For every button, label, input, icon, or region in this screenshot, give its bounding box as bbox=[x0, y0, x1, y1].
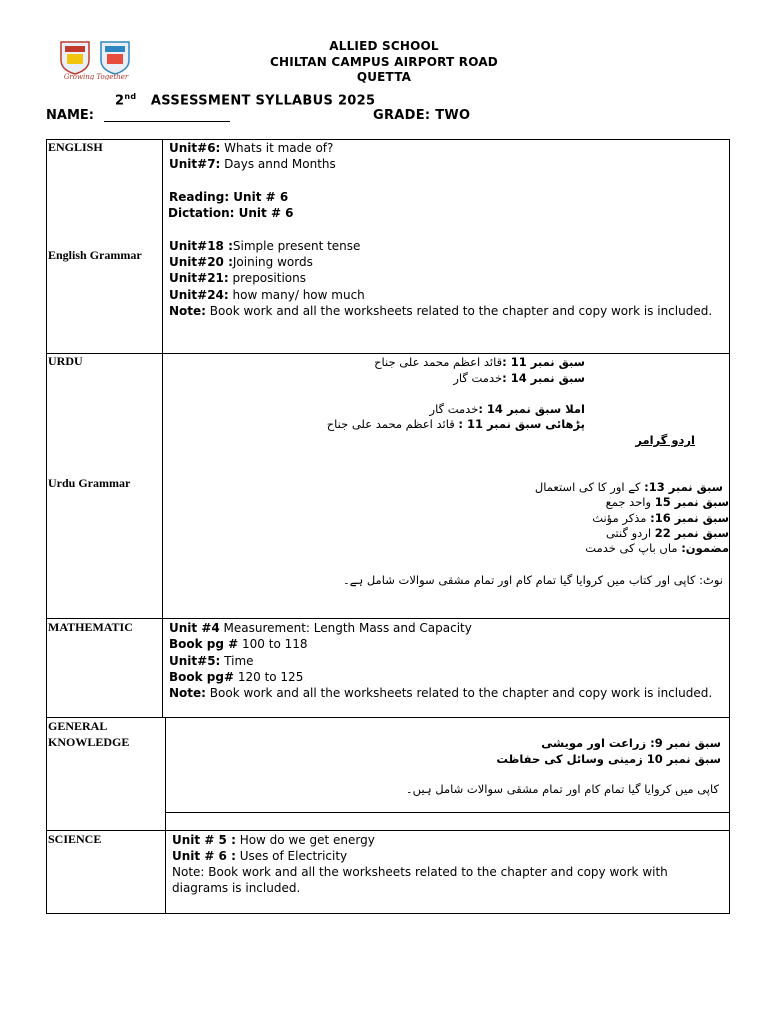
science-section bbox=[46, 830, 730, 914]
english-note: Note: Book work and all the worksheets related to the chapter and copy work is included. bbox=[169, 304, 713, 318]
english-unit20: Unit#20 :Joining words bbox=[169, 255, 313, 269]
urdu-grammar-heading: اردو گرامر bbox=[635, 433, 695, 447]
svg-text:Growing Together: Growing Together bbox=[63, 73, 129, 80]
gk-section bbox=[46, 717, 730, 831]
english-dictation: Dictation: Unit # 6 bbox=[168, 206, 294, 220]
science-subject: SCIENCE bbox=[48, 832, 102, 846]
urdu-grammar-15: سبق نمبر 15 واحد جمع bbox=[605, 495, 729, 509]
grade-label: GRADE: TWO bbox=[373, 108, 471, 123]
urdu-grammar-label: Urdu Grammar bbox=[48, 476, 131, 490]
english-reading: Reading: Unit # 6 bbox=[169, 190, 289, 204]
math-pages1: Book pg # 100 to 118 bbox=[169, 637, 308, 651]
urdu-lesson11: سبق نمبر 11 :قائد اعظم محمد علی جناح bbox=[374, 355, 585, 369]
urdu-reading: پڑھائی سبق نمبر 11 : قائد اعظم محمد علی جناح bbox=[326, 417, 585, 431]
gk-lesson9: سبق نمبر 9: زراعت اور مویشی bbox=[541, 736, 721, 750]
urdu-note: نوٹ: کاپی اور کتاب میں کروایا گیا تمام کام اور تمام مشقی سوالات شامل ہے۔ bbox=[342, 573, 723, 587]
english-grammar-label: English Grammar bbox=[48, 248, 142, 262]
urdu-lesson14: سبق نمبر 14 :خدمت گار bbox=[453, 371, 585, 385]
english-unit6: Unit#6: Whats it made of? bbox=[169, 141, 334, 155]
school-name: ALLIED SCHOOL bbox=[329, 39, 439, 53]
urdu-grammar-13: سبق نمبر 13: کے اور کا کی استعمال bbox=[534, 480, 723, 494]
english-unit21: Unit#21: prepositions bbox=[169, 271, 306, 285]
math-unit4: Unit #4 Measurement: Length Mass and Capacity bbox=[169, 621, 472, 635]
math-unit5: Unit#5: Time bbox=[169, 654, 254, 668]
science-unit5: Unit # 5 : How do we get energy bbox=[172, 833, 375, 847]
urdu-subject: URDU bbox=[48, 354, 83, 368]
english-subject: ENGLISH bbox=[48, 140, 103, 154]
math-section bbox=[46, 618, 730, 718]
science-note: Note: Book work and all the worksheets related to the chapter and copy work with diagrams is included. bbox=[172, 865, 668, 895]
urdu-section bbox=[46, 353, 730, 619]
math-subject: MATHEMATIC bbox=[48, 620, 133, 634]
name-blank-line bbox=[104, 121, 230, 122]
math-note: Note: Book work and all the worksheets related to the chapter and copy work is included. bbox=[169, 686, 713, 700]
urdu-essay: مضمون: ماں باپ کی خدمت bbox=[585, 541, 729, 555]
urdu-grammar-16: سبق نمبر 16: مذکر مؤنث bbox=[592, 511, 729, 525]
english-unit24: Unit#24: how many/ how much bbox=[169, 288, 365, 302]
gk-lesson10: سبق نمبر 10 زمینی وسائل کی حفاظت bbox=[496, 752, 721, 766]
gk-note: کاپی میں کروایا گیا تمام کام اور تمام مشقی سوالات شامل ہیں۔ bbox=[405, 782, 719, 796]
english-section bbox=[46, 139, 730, 354]
assessment-title: 2nd ASSESSMENT SYLLABUS 2025 bbox=[115, 92, 376, 109]
english-unit18: Unit#18 :Simple present tense bbox=[169, 239, 361, 253]
city-name: QUETTA bbox=[356, 70, 412, 84]
english-unit7: Unit#7: Days annd Months bbox=[169, 157, 336, 171]
urdu-grammar-22: سبق نمبر 22 اردو گنتی bbox=[605, 526, 729, 540]
math-pages2: Book pg# 120 to 125 bbox=[169, 670, 304, 684]
science-unit6: Unit # 6 : Uses of Electricity bbox=[172, 849, 348, 863]
gk-subject-line2: KNOWLEDGE bbox=[48, 735, 130, 749]
urdu-dictation: املا سبق نمبر 14 :خدمت گار bbox=[429, 402, 585, 416]
name-label: NAME: bbox=[46, 108, 94, 123]
gk-subject-line1: GENERAL bbox=[48, 719, 108, 733]
campus-name: CHILTAN CAMPUS AIRPORT ROAD bbox=[270, 55, 498, 69]
